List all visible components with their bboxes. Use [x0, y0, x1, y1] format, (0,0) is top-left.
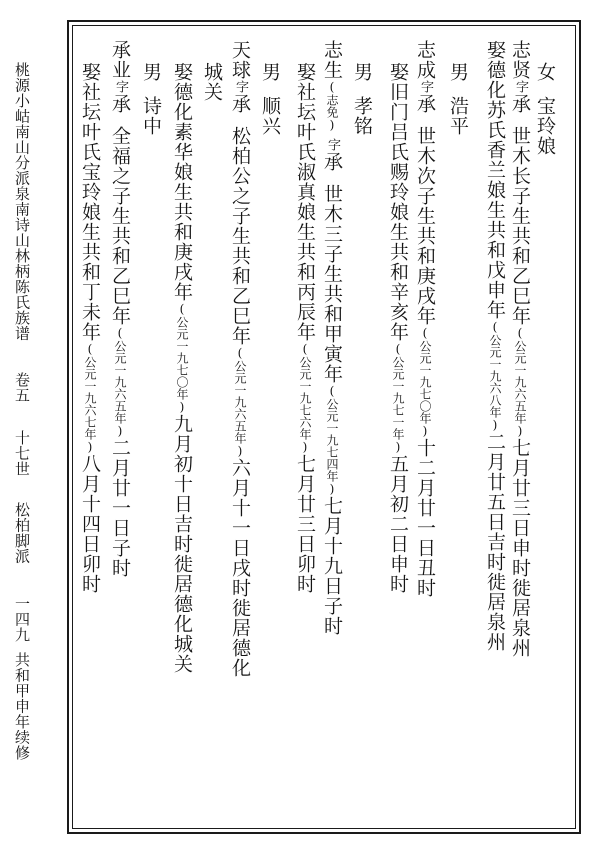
book-title: 桃源小岵南山分派泉南诗山林柄陈氏族谱	[13, 62, 31, 341]
genealogy-column: 天球字承松柏公之子生共和乙巳年(公元一九六五年)六月十一日戌时徙居德化	[229, 40, 251, 678]
genealogy-column: 娶旧门吕氏赐玲娘生共和辛亥年(公元一九七一年)五月初二日申时	[387, 62, 409, 594]
genealogy-column: 承业字承全福之子生共和乙巳年(公元一九六五年)二月廿一日子时	[109, 40, 131, 578]
genealogy-column: 志生(志免)字承世木三子生共和甲寅年(公元一九七四年)七月十九日子时	[321, 40, 343, 636]
branch-label: 松柏脚派	[13, 502, 31, 564]
genealogy-column: 男诗中	[140, 62, 162, 136]
genealogy-column: 男顺兴	[259, 62, 281, 136]
generation-label: 十七世	[13, 430, 31, 477]
genealogy-column: 娶德化素华娘生共和庚戌年(公元一九七〇年)九月初十日吉时徙居德化城关	[171, 62, 193, 674]
genealogy-column: 志成字承世木次子生共和庚戌年(公元一九七〇年)十二月廿一日丑时	[414, 40, 436, 598]
edition-label: 共和甲申年续修	[13, 652, 31, 761]
volume-label: 卷五	[13, 372, 31, 403]
genealogy-column: 志贤字承世木长子生共和乙巳年(公元一九六五年)七月廿三日申时徙居泉州	[509, 40, 531, 658]
genealogy-column: 女宝玲娘	[534, 62, 556, 156]
genealogy-column: 男浩平	[447, 62, 469, 136]
page-number: 一四九	[13, 596, 31, 643]
genealogy-column: 男孝铭	[351, 62, 373, 136]
genealogy-column: 娶社坛叶氏淑真娘生共和丙辰年(公元一九七六年)七月廿三日卯时	[294, 62, 316, 594]
genealogy-column: 娶社坛叶氏宝玲娘生共和丁未年(公元一九六七年)八月十四日卯时	[79, 62, 101, 594]
genealogy-column: 娶德化苏氏香兰娘生共和戊申年(公元一九六八年)二月廿五日吉时徙居泉州	[484, 40, 506, 652]
genealogy-column: 城关	[201, 62, 223, 102]
